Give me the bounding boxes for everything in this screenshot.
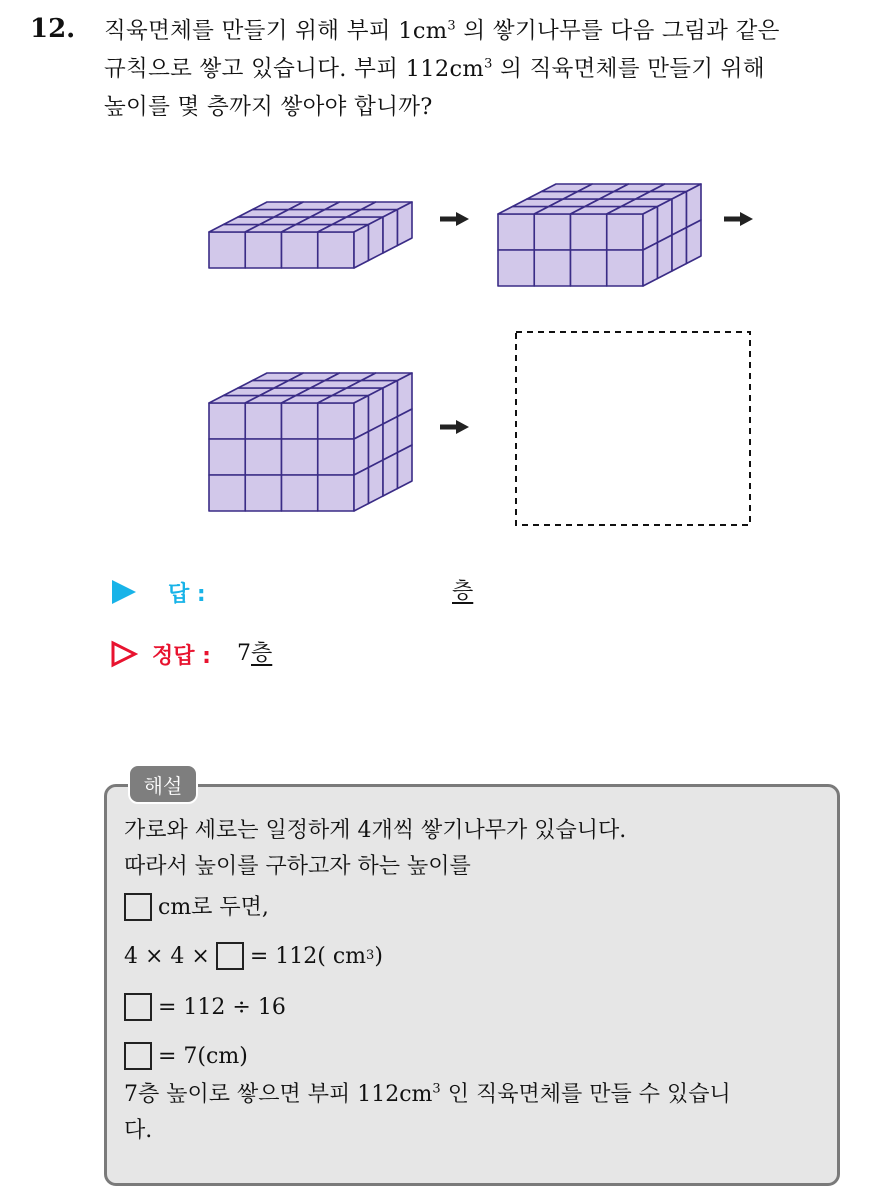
explanation-line-5: = 112 ÷ 16 [124,982,832,1032]
explanation-text [124,816,832,1145]
cube-face [282,232,318,268]
cube-face [687,220,702,264]
cube-face [245,403,281,439]
cube-face [383,210,398,254]
correct-answer: 7층 [237,641,273,666]
arrow-icon [440,212,469,226]
play-triangle-icon [110,578,138,606]
explanation-line-2: 따라서 높이를 구하고자 하는 높이를 [124,854,471,879]
cube-face [498,214,534,250]
explanation-line-1: 가로와 세로는 일정하게 4개씩 쌓기나무가 있습니다. [124,818,627,843]
stage-3-blocks [209,373,412,511]
answer-row [110,574,206,610]
cube-face [571,250,607,286]
blank-box [124,1042,152,1070]
explanation-line-6: = 7(cm) [124,1032,832,1080]
cube-face [398,445,413,489]
cube-face [245,439,281,475]
cube-face [282,475,318,511]
cube-face [318,439,354,475]
blank-box [124,993,152,1021]
cube-face [498,250,534,286]
cube-face [209,403,245,439]
cube-face [245,475,281,511]
cube-face [383,453,398,497]
cube-face [607,250,643,286]
explanation-line-7: 7층 높이로 쌓으면 부피 $112cm^3$ 인 직육면체를 만들 수 있습니 [124,1081,731,1107]
stage-2-blocks [498,184,701,286]
empty-dashed-box [516,332,750,525]
cube-face [245,232,281,268]
explanation-tab: 해설 [128,764,198,804]
question-line-1: 직육면체를 만들기 위해 부피 $1cm^3$ 의 쌓기나무를 다음 그림과 같은 [104,18,780,44]
explanation-line-8: 다. [124,1118,153,1143]
arrow-icon [724,212,753,226]
correct-label: 정답 : [152,643,211,669]
cube-face [354,225,369,269]
cube-face [318,475,354,511]
cube-face [369,217,384,261]
explanation-line-4: 4 × 4 × = 112( cm 3 ) [124,943,383,969]
question-line-2: 규칙으로 쌓고 있습니다. 부피 $112cm^3$ 의 직육면체를 만들기 위해 [104,56,765,82]
outline-triangle-icon [110,640,138,668]
stacking-figure [0,0,884,560]
cube-face [318,403,354,439]
cube-face [534,214,570,250]
correct-row [110,636,211,672]
answer-unit[interactable]: 층 [452,579,474,604]
cube-face [354,468,369,512]
cube-face [607,214,643,250]
cube-face [209,439,245,475]
cube-face [534,250,570,286]
cube-face [398,202,413,246]
arrow-icon [440,420,469,434]
cube-face [282,403,318,439]
explanation-line-3: cm로 두면, [124,884,832,930]
cube-face [209,232,245,268]
cube-face [672,228,687,272]
blank-box [216,942,244,970]
blank-box [124,893,152,921]
stage-1-blocks [209,202,412,268]
cube-face [318,232,354,268]
cube-face [209,475,245,511]
question-line-3: 높이를 몇 층까지 쌓아야 합니까? [104,94,433,120]
cube-face [571,214,607,250]
cube-face [282,439,318,475]
cube-face [658,235,673,279]
cube-face [369,460,384,504]
answer-label: 답 : [168,581,206,607]
cube-face [643,243,658,287]
question-number: 12. [30,14,76,44]
